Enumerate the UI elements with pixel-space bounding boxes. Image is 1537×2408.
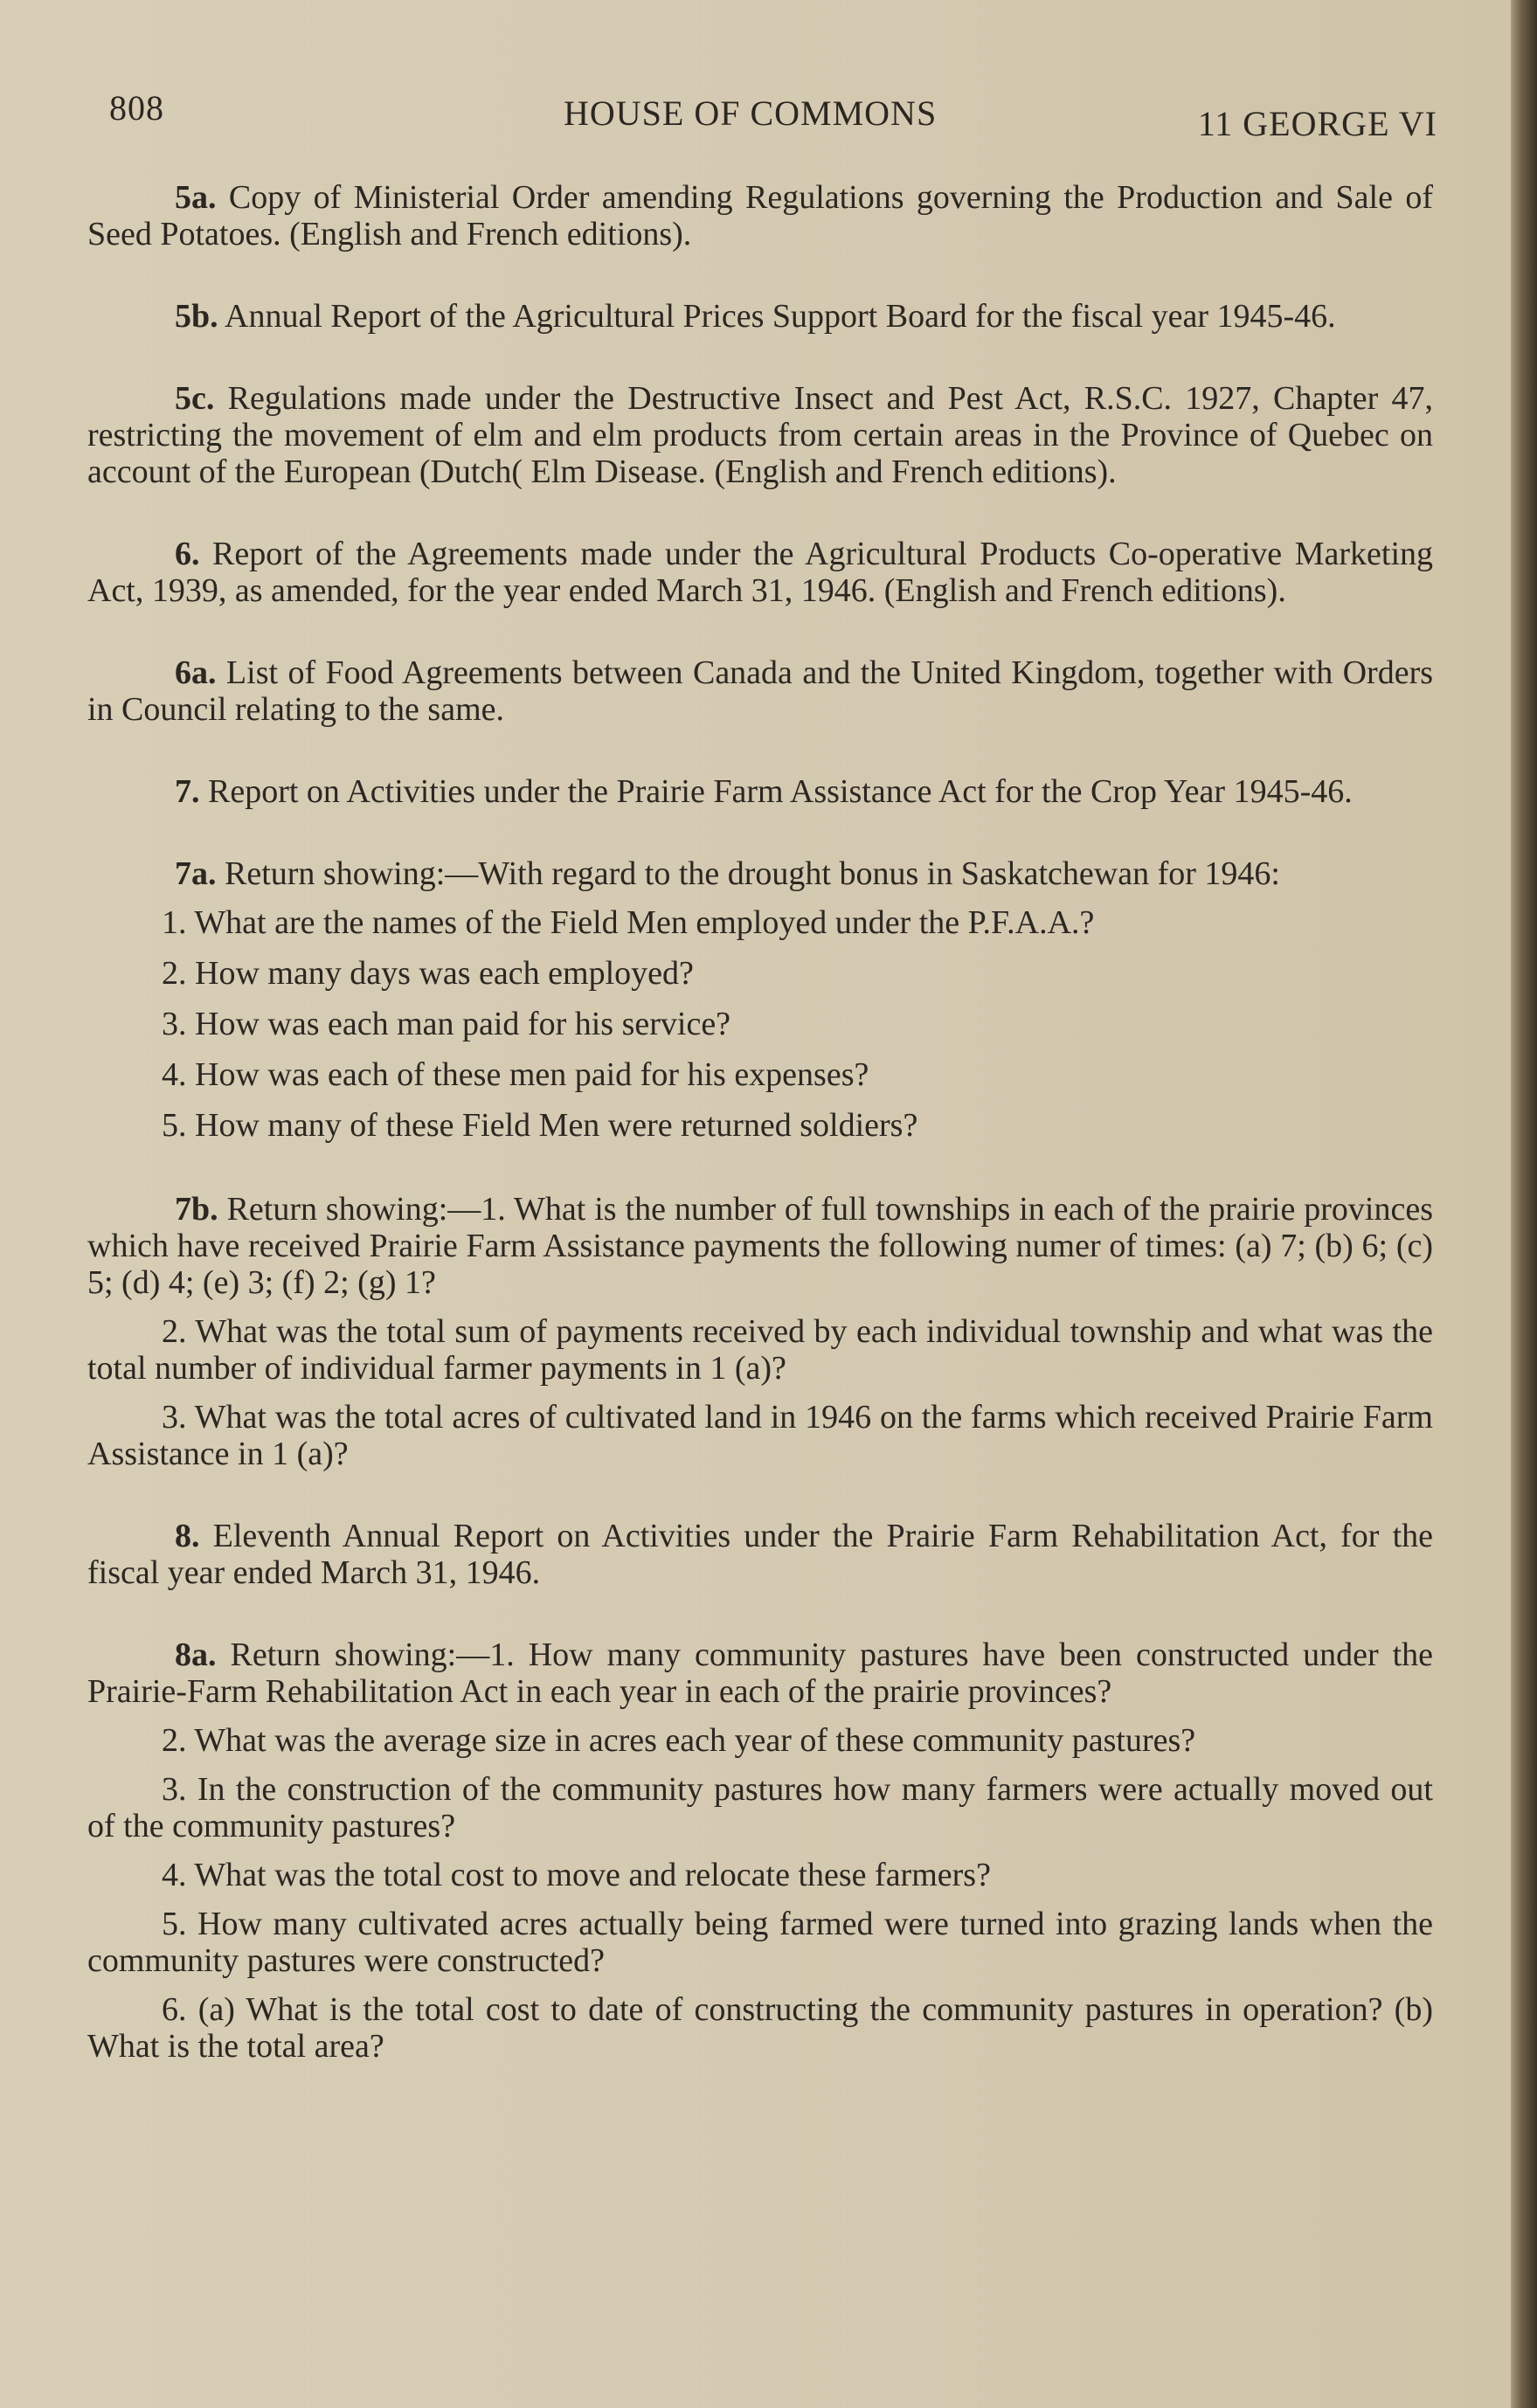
header-title: HOUSE OF COMMONS bbox=[564, 93, 938, 133]
item-5b bbox=[87, 298, 1433, 335]
item-number: 6a. bbox=[175, 654, 217, 691]
question-7b-3: 3. What was the total acres of cultivated land in 1946 on the farms which received Prairie Farm Assistance in 1 (a)? bbox=[87, 1399, 1433, 1472]
item-number: 8. bbox=[175, 1518, 200, 1554]
spacer bbox=[87, 1484, 1433, 1518]
page-number: 808 bbox=[109, 88, 164, 128]
page-edge bbox=[1511, 0, 1537, 2408]
question-8a-5: 5. How many cultivated acres actually being farmed were turned into grazing lands when the community pastures were constructed? bbox=[87, 1906, 1433, 1979]
item-7b bbox=[87, 1191, 1433, 1301]
running-header bbox=[109, 87, 1437, 143]
regnal-year: 11 GEORGE VI bbox=[1197, 104, 1437, 143]
item-number: 8a. bbox=[175, 1636, 217, 1673]
item-7a bbox=[87, 855, 1433, 892]
question-7a-2: 2. How many days was each employed? bbox=[162, 955, 694, 992]
item-text: Annual Report of the Agricultural Prices Support Board for the fiscal year 1945-46. bbox=[225, 298, 1336, 335]
item-number: 5a. bbox=[175, 179, 217, 216]
item-text: Report on Activities under the Prairie Farm Assistance Act for the Crop Year 1945-46. bbox=[208, 773, 1353, 810]
item-text: List of Food Agreements between Canada and the United Kingdom, together with Orders in Council relating to the same. bbox=[87, 654, 1434, 728]
item-number: 5b. bbox=[175, 298, 218, 335]
item-text: Return showing:—1. What is the number of full townships in each of the prairie provinces which have received Prairie Farm Assistance payments the following numer of times: (a) 7; (b) 6; (c) 5; (d) 4; (e) 3; (f) 2; (g) 1? bbox=[87, 1191, 1434, 1301]
question-7a-1: 1. What are the names of the Field Men employed under the P.F.A.A.? bbox=[162, 904, 1095, 941]
question-7a-3: 3. How was each man paid for his service? bbox=[162, 1006, 731, 1042]
item-text: Report of the Agreements made under the Agricultural Products Co-operative Marketing Act, 1939, as amended, for the year ended March 31, 1946. (English and French editions). bbox=[87, 536, 1434, 609]
item-8a bbox=[87, 1636, 1433, 1710]
question-8a-4: 4. What was the total cost to move and relocate these farmers? bbox=[162, 1857, 991, 1893]
item-6a bbox=[87, 654, 1433, 728]
question-8a-2: 2. What was the average size in acres each year of these community pastures? bbox=[162, 1722, 1196, 1759]
question-7b-2: 2. What was the total sum of payments received by each individual township and what was the total number of individual farmer payments in 1 (a)? bbox=[87, 1313, 1433, 1387]
item-text: Regulations made under the Destructive Insect and Pest Act, R.S.C. 1927, Chapter 47, restricting the movement of elm and elm products from certain areas in the Province of Quebec on account of the European (Dutch( Elm Disease. (English and French editions). bbox=[87, 380, 1434, 490]
item-number: 7a. bbox=[175, 855, 217, 892]
item-text: Return showing:—1. How many community pastures have been constructed under the Prairie-Farm Rehabilitation Act in each year in each of the prairie provinces? bbox=[87, 1636, 1434, 1710]
item-text: Eleventh Annual Report on Activities under the Prairie Farm Rehabilitation Act, for the fiscal year ended March 31, 1946. bbox=[87, 1518, 1434, 1591]
item-5a bbox=[87, 179, 1433, 253]
item-number: 7. bbox=[175, 773, 200, 810]
item-6 bbox=[87, 536, 1433, 609]
question-7a-4: 4. How was each of these men paid for his expenses? bbox=[162, 1056, 869, 1093]
item-8 bbox=[87, 1518, 1433, 1591]
question-8a-3: 3. In the construction of the community pastures how many farmers were actually moved out of the community pastures? bbox=[87, 1771, 1433, 1844]
question-8a-6: 6. (a) What is the total cost to date of constructing the community pastures in operation? (b) What is the total area? bbox=[87, 1991, 1433, 2065]
item-number: 6. bbox=[175, 536, 200, 572]
item-number: 7b. bbox=[175, 1191, 218, 1228]
question-7a-5: 5. How many of these Field Men were returned soldiers? bbox=[162, 1107, 918, 1144]
item-5c bbox=[87, 380, 1433, 490]
item-text: Copy of Ministerial Order amending Regulations governing the Production and Sale of Seed Potatoes. (English and French editions). bbox=[87, 179, 1434, 253]
item-number: 5c. bbox=[175, 380, 215, 417]
item-text: Return showing:—With regard to the drought bonus in Saskatchewan for 1946: bbox=[225, 855, 1280, 892]
spacer bbox=[87, 1158, 1433, 1191]
item-7 bbox=[87, 773, 1433, 810]
document-body bbox=[87, 179, 1433, 2077]
